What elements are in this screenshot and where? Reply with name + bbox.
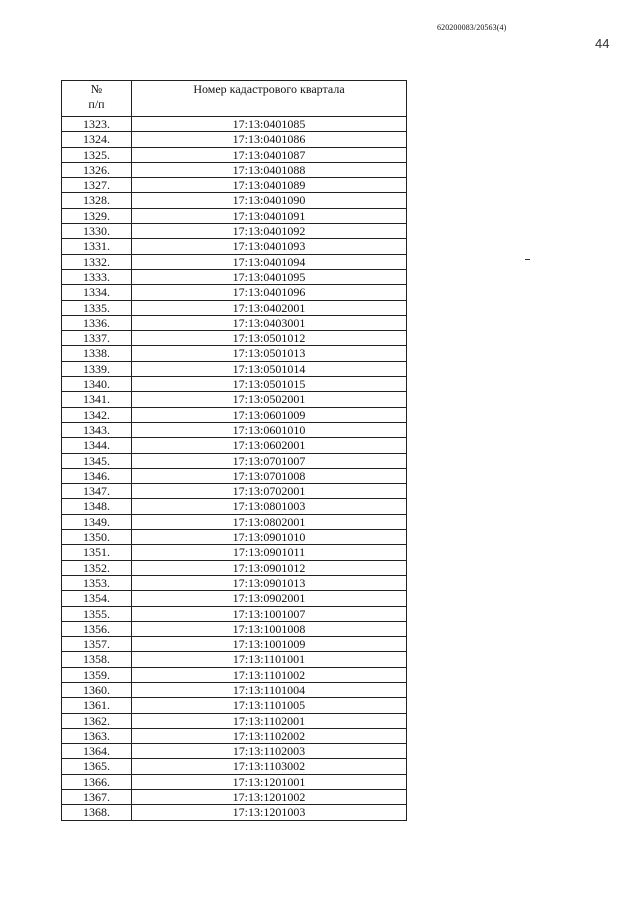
table-row	[62, 591, 407, 606]
row-number-cell: 1354.	[62, 591, 132, 606]
row-number-cell: 1365.	[62, 759, 132, 774]
cadastral-number-cell: 17:13:0802001	[132, 514, 407, 529]
row-number-cell: 1343.	[62, 422, 132, 437]
table-row	[62, 530, 407, 545]
column-header-code: Номер кадастрового квартала	[132, 81, 407, 117]
table-row	[62, 147, 407, 162]
row-number-cell: 1328.	[62, 193, 132, 208]
table-row	[62, 300, 407, 315]
row-number-cell: 1347.	[62, 484, 132, 499]
cadastral-number-cell: 17:13:0401086	[132, 132, 407, 147]
cadastral-number-cell: 17:13:1001009	[132, 637, 407, 652]
row-number-cell: 1326.	[62, 162, 132, 177]
row-number-cell: 1329.	[62, 208, 132, 223]
row-number-cell: 1335.	[62, 300, 132, 315]
cadastral-number-cell: 17:13:1001007	[132, 606, 407, 621]
cadastral-number-cell: 17:13:0902001	[132, 591, 407, 606]
cadastral-number-cell: 17:13:1201003	[132, 805, 407, 820]
cadastral-number-cell: 17:13:0402001	[132, 300, 407, 315]
row-number-cell: 1327.	[62, 178, 132, 193]
cadastral-number-cell: 17:13:1001008	[132, 621, 407, 636]
table-row	[62, 637, 407, 652]
table-row	[62, 346, 407, 361]
cadastral-number-cell: 17:13:0401087	[132, 147, 407, 162]
table-row	[62, 514, 407, 529]
cadastral-number-cell: 17:13:0501013	[132, 346, 407, 361]
table-row	[62, 759, 407, 774]
column-header-number-abbr: п/п	[88, 97, 105, 111]
cadastral-number-cell: 17:13:0901013	[132, 575, 407, 590]
row-number-cell: 1332.	[62, 254, 132, 269]
column-header-number-symbol: №	[90, 82, 103, 96]
table-row	[62, 208, 407, 223]
cadastral-number-cell: 17:13:1101004	[132, 682, 407, 697]
cadastral-number-cell: 17:13:1102003	[132, 744, 407, 759]
cadastral-number-cell: 17:13:0702001	[132, 484, 407, 499]
cadastral-number-cell: 17:13:0401094	[132, 254, 407, 269]
row-number-cell: 1324.	[62, 132, 132, 147]
table-row	[62, 468, 407, 483]
table-row	[62, 484, 407, 499]
cadastral-number-cell: 17:13:0502001	[132, 392, 407, 407]
cadastral-number-cell: 17:13:1103002	[132, 759, 407, 774]
row-number-cell: 1364.	[62, 744, 132, 759]
row-number-cell: 1362.	[62, 713, 132, 728]
page-number: 44	[595, 36, 610, 51]
row-number-cell: 1353.	[62, 575, 132, 590]
cadastral-number-cell: 17:13:0401091	[132, 208, 407, 223]
cadastral-number-cell: 17:13:0701008	[132, 468, 407, 483]
table-row	[62, 790, 407, 805]
row-number-cell: 1345.	[62, 453, 132, 468]
table-header-row	[62, 81, 407, 117]
table-row	[62, 453, 407, 468]
cadastral-number-cell: 17:13:0401093	[132, 239, 407, 254]
cadastral-number-cell: 17:13:0401095	[132, 269, 407, 284]
cadastral-number-cell: 17:13:0901012	[132, 560, 407, 575]
table-row	[62, 285, 407, 300]
cadastral-number-cell: 17:13:0501015	[132, 377, 407, 392]
row-number-cell: 1334.	[62, 285, 132, 300]
table-row	[62, 774, 407, 789]
row-number-cell: 1349.	[62, 514, 132, 529]
table-row	[62, 224, 407, 239]
table-row	[62, 315, 407, 330]
cadastral-number-cell: 17:13:0401090	[132, 193, 407, 208]
cadastral-number-cell: 17:13:0401092	[132, 224, 407, 239]
table-row	[62, 805, 407, 820]
cadastral-number-cell: 17:13:0801003	[132, 499, 407, 514]
table-row	[62, 178, 407, 193]
row-number-cell: 1337.	[62, 331, 132, 346]
table-row	[62, 361, 407, 376]
cadastral-number-cell: 17:13:1101001	[132, 652, 407, 667]
table-row	[62, 545, 407, 560]
cadastral-number-cell: 17:13:0401085	[132, 117, 407, 132]
row-number-cell: 1338.	[62, 346, 132, 361]
row-number-cell: 1359.	[62, 667, 132, 682]
table-row	[62, 606, 407, 621]
row-number-cell: 1340.	[62, 377, 132, 392]
row-number-cell: 1325.	[62, 147, 132, 162]
table-row	[62, 667, 407, 682]
table-row	[62, 132, 407, 147]
table-row	[62, 560, 407, 575]
row-number-cell: 1323.	[62, 117, 132, 132]
cadastral-number-cell: 17:13:0601009	[132, 407, 407, 422]
table-row	[62, 254, 407, 269]
row-number-cell: 1355.	[62, 606, 132, 621]
cadastral-number-cell: 17:13:0401096	[132, 285, 407, 300]
table-row	[62, 728, 407, 743]
row-number-cell: 1330.	[62, 224, 132, 239]
table-body	[62, 117, 407, 821]
row-number-cell: 1352.	[62, 560, 132, 575]
row-number-cell: 1346.	[62, 468, 132, 483]
cadastral-number-cell: 17:13:0401088	[132, 162, 407, 177]
row-number-cell: 1331.	[62, 239, 132, 254]
cadastral-number-cell: 17:13:0401089	[132, 178, 407, 193]
table-row	[62, 162, 407, 177]
cadastral-number-cell: 17:13:0602001	[132, 438, 407, 453]
cadastral-number-cell: 17:13:0901011	[132, 545, 407, 560]
document-id: 620200083/20563(4)	[437, 23, 507, 32]
table-row	[62, 377, 407, 392]
table-row	[62, 621, 407, 636]
row-number-cell: 1360.	[62, 682, 132, 697]
cadastral-quarter-table	[61, 80, 407, 821]
row-number-cell: 1366.	[62, 774, 132, 789]
cadastral-number-cell: 17:13:1201002	[132, 790, 407, 805]
table-row	[62, 575, 407, 590]
row-number-cell: 1351.	[62, 545, 132, 560]
row-number-cell: 1358.	[62, 652, 132, 667]
row-number-cell: 1342.	[62, 407, 132, 422]
table-row	[62, 331, 407, 346]
cadastral-number-cell: 17:13:0403001	[132, 315, 407, 330]
cadastral-number-cell: 17:13:0701007	[132, 453, 407, 468]
cadastral-number-cell: 17:13:0901010	[132, 530, 407, 545]
table-row	[62, 422, 407, 437]
table-row	[62, 407, 407, 422]
cadastral-number-cell: 17:13:0501014	[132, 361, 407, 376]
table-row	[62, 117, 407, 132]
cadastral-number-cell: 17:13:0601010	[132, 422, 407, 437]
table-row	[62, 438, 407, 453]
table-row	[62, 744, 407, 759]
row-number-cell: 1356.	[62, 621, 132, 636]
row-number-cell: 1341.	[62, 392, 132, 407]
row-number-cell: 1348.	[62, 499, 132, 514]
table-row	[62, 269, 407, 284]
table-row	[62, 698, 407, 713]
table-row	[62, 652, 407, 667]
row-number-cell: 1339.	[62, 361, 132, 376]
row-number-cell: 1333.	[62, 269, 132, 284]
row-number-cell: 1363.	[62, 728, 132, 743]
cadastral-number-cell: 17:13:0501012	[132, 331, 407, 346]
stray-mark	[525, 259, 530, 260]
row-number-cell: 1344.	[62, 438, 132, 453]
row-number-cell: 1361.	[62, 698, 132, 713]
table-row	[62, 713, 407, 728]
cadastral-number-cell: 17:13:1102001	[132, 713, 407, 728]
row-number-cell: 1336.	[62, 315, 132, 330]
cadastral-number-cell: 17:13:1101002	[132, 667, 407, 682]
table-row	[62, 193, 407, 208]
table-row	[62, 392, 407, 407]
cadastral-number-cell: 17:13:1102002	[132, 728, 407, 743]
row-number-cell: 1368.	[62, 805, 132, 820]
row-number-cell: 1367.	[62, 790, 132, 805]
cadastral-number-cell: 17:13:1101005	[132, 698, 407, 713]
table-row	[62, 239, 407, 254]
table-row	[62, 499, 407, 514]
row-number-cell: 1350.	[62, 530, 132, 545]
column-header-number	[62, 81, 132, 117]
cadastral-number-cell: 17:13:1201001	[132, 774, 407, 789]
table-row	[62, 682, 407, 697]
row-number-cell: 1357.	[62, 637, 132, 652]
